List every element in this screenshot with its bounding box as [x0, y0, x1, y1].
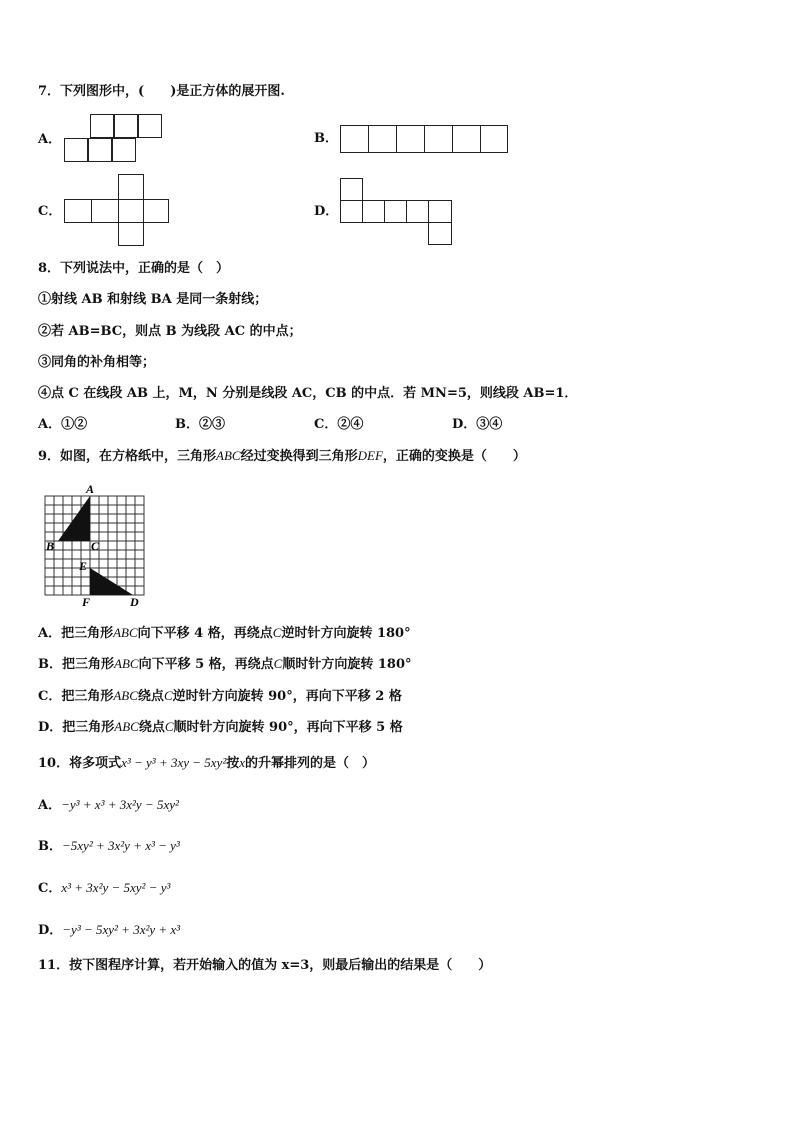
q10-stem-part-1: 10．将多项式 — [38, 756, 122, 771]
q9-stem-part-1: 9．如图，在方格纸中，三角形 — [38, 449, 217, 464]
q9-stem — [38, 448, 526, 465]
q10-stem — [38, 755, 375, 772]
q9-option-a-text-1: A．把三角形 — [38, 626, 114, 641]
q9-option-c-math-2: C — [163, 688, 173, 703]
q9-option-a-text-2: 向下平移 4 格，再绕点 — [137, 626, 273, 641]
q10-option-b-expr: −5xy² + 3x²y + x³ − y³ — [62, 838, 180, 853]
q8-stem: 8．下列说法中，正确的是（ ） — [38, 261, 230, 276]
q10-option-b — [38, 838, 180, 855]
q7-option-a-label: A． — [38, 132, 62, 147]
q8-statement-1: ①射线 AB 和射线 BA 是同一条射线； — [38, 292, 268, 307]
q9-stem-part-2: 经过变换得到三角形 — [240, 449, 358, 464]
q8-statement-4: ④点 C 在线段 AB 上，M，N 分别是线段 AC，CB 的中点．若 MN=5，则线段 AB=1． — [38, 386, 578, 401]
q10-polynomial: x³ − y³ + 3xy − 5xy² — [121, 755, 227, 770]
q9-option-c-text-3: 逆时针方向旋转 90°，再向下平移 2 格 — [172, 689, 402, 704]
q10-option-b-label: B． — [38, 839, 62, 854]
q10-option-c-expr: x³ + 3x²y − 5xy² − y³ — [61, 880, 171, 895]
q9-label-d: D — [130, 595, 139, 609]
q11-stem: 11．按下图程序计算，若开始输入的值为 x=3，则最后输出的结果是（ ） — [38, 958, 492, 973]
q9-option-d-math-1: ABC — [114, 719, 139, 734]
q10-option-a — [38, 797, 179, 814]
q9-option-d-text-3: 顺时针方向旋转 90°，再向下平移 5 格 — [173, 720, 403, 735]
q9-option-d-math-2: C — [164, 719, 174, 734]
q8-choice-c: C．②④ — [314, 417, 364, 432]
q8-statement-3: ③同角的补角相等； — [38, 355, 156, 370]
q10-option-d-label: D． — [38, 923, 63, 938]
q9-label-f: F — [82, 595, 91, 609]
q9-option-b-math-2: C — [273, 656, 283, 671]
q10-option-d-expr: −y³ − 5xy² + 3x²y + x³ — [62, 922, 181, 937]
q8-choice-b: B．②③ — [175, 417, 225, 432]
q8-statement-2: ②若 AB=BC，则点 B 为线段 AC 的中点； — [38, 324, 302, 339]
q10-option-a-label: A． — [38, 798, 62, 813]
q10-stem-part-3: 的升幂排列的是（ ） — [245, 756, 376, 771]
q9-option-d-text-1: D．把三角形 — [38, 720, 115, 735]
q9-option-d — [38, 719, 403, 736]
q10-option-c-label: C． — [38, 881, 62, 896]
q9-option-a-math-2: C — [272, 625, 282, 640]
q9-option-a-text-3: 逆时针方向旋转 180° — [281, 626, 411, 641]
q9-grid-figure — [38, 482, 150, 610]
q9-option-a-math-1: ABC — [113, 625, 138, 640]
q9-option-b-text-3: 顺时针方向旋转 180° — [282, 657, 412, 672]
q9-triangle-abc: ABC — [216, 448, 241, 463]
q9-stem-part-3: ，正确的变换是（ ） — [382, 449, 526, 464]
q9-label-a: A — [86, 482, 95, 496]
q7-option-d-label: D． — [314, 204, 339, 219]
q9-option-b-text-1: B．把三角形 — [38, 657, 114, 672]
q8-choice-d: D．③④ — [452, 417, 503, 432]
q10-option-d — [38, 922, 180, 939]
q10-variable: x — [239, 755, 246, 770]
q9-label-e: E — [79, 559, 88, 573]
q9-option-a — [38, 625, 411, 642]
q7-option-b-label: B． — [314, 131, 338, 146]
q9-option-d-text-2: 绕点 — [138, 720, 165, 735]
q10-stem-part-2: 按 — [226, 756, 240, 771]
q7-option-c-label: C． — [38, 204, 62, 219]
q9-triangle-def: DEF — [357, 448, 383, 463]
q9-option-b-math-1: ABC — [114, 656, 139, 671]
q9-option-c-text-2: 绕点 — [137, 689, 164, 704]
q8-choice-a: A．①② — [38, 417, 88, 432]
q9-option-b-text-2: 向下平移 5 格，再绕点 — [138, 657, 274, 672]
q7-stem: 7．下列图形中，( )是正方体的展开图. — [38, 84, 285, 99]
q9-label-b: B — [46, 539, 55, 553]
q9-triangle-def-shape — [90, 568, 133, 595]
q10-option-a-expr: −y³ + x³ + 3x²y − 5xy² — [61, 797, 179, 812]
q9-option-b — [38, 656, 412, 673]
q10-option-c — [38, 880, 170, 897]
q9-option-c — [38, 688, 402, 705]
q9-option-c-math-1: ABC — [113, 688, 138, 703]
q9-option-c-text-1: C．把三角形 — [38, 689, 114, 704]
q9-label-c: C — [91, 539, 100, 553]
